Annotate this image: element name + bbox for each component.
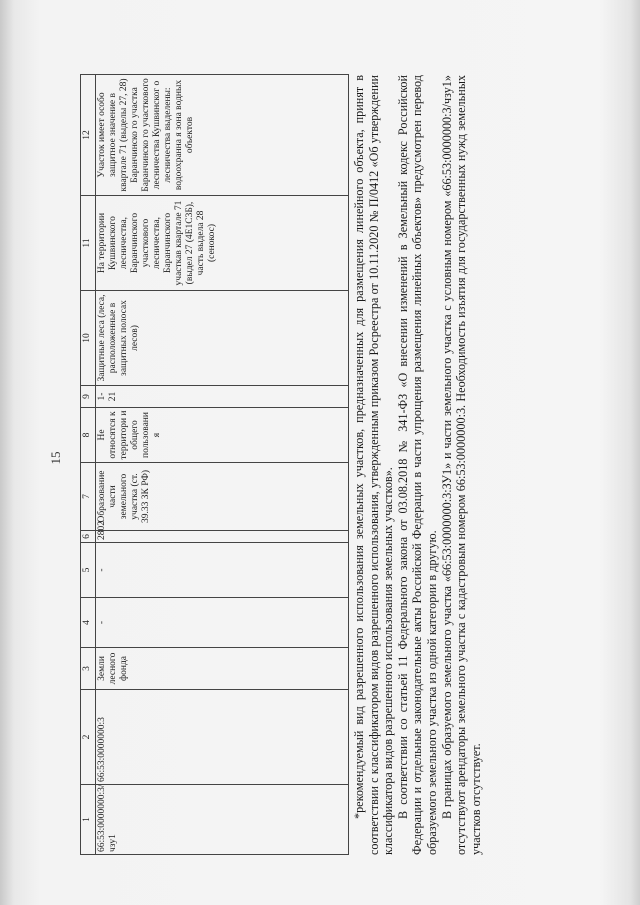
paragraph-law-reference: В соответствии со статьей 11 Федерального закона от 03.08.2018 № 341-ФЗ «О внесении изменений в Земельный кодекс Российской Федерации и отдельные законодательные акты Российской Федерации в части упрощения размещения линейных объектов» предусмотрен перевод образуемого земельного участка из одной категории в другую. [395, 75, 439, 855]
column-header: 7 [81, 463, 96, 531]
cell-cadastral-number: 66:53:0000000:3 [96, 690, 349, 785]
page-number: 15 [48, 451, 63, 465]
cell-col5: - [96, 543, 349, 598]
cell-forest-type: Защитные леса (леса, расположенные в защитных полосах лесов) [96, 291, 349, 386]
column-header: 10 [81, 291, 96, 386]
cell-area: 2802 [96, 531, 349, 543]
cell-public-use: Не относятся к территори и общего пользовани я [96, 408, 349, 463]
paragraph-tenants: В границах образуемого земельного участка «66:53:0000000:3:ЗУ1» и части земельного участка с условным номером «66:53:0000000:3/чзу1» отсутствуют арендаторы земельного участка с кадастровым номером 66:53:0000000:3. Необходимость изъятия для государственных нужд земельных участков отсутствует. [439, 75, 483, 855]
cell-location: На территории Кушвинского лесничества, Баранчинского участкового лесничества, Баранчинского участкав квартале 71 (выдел 27 (4Е1С3Б), часть выдела 28 (сенокос) [96, 196, 349, 291]
land-plot-table [80, 74, 349, 855]
column-header: 1 [81, 785, 96, 855]
column-header: 4 [81, 598, 96, 648]
cell-formation-method: Образование части земельного участка (ст. 39.33 ЗК РФ) [96, 463, 349, 531]
body-text [352, 75, 483, 855]
column-header: 11 [81, 196, 96, 291]
paragraph-footnote: *рекомендуемый вид разрешенного использования земельных участков, предназначенных для размещения линейного объекта, принят в соответствии с классификатором видов разрешенного использования, утвержденным приказом Росреестра от 10.11.2020 № П/0412 «Об утверждении классификатора видов разрешенного использования земельных участков». [352, 75, 396, 855]
column-header: 9 [81, 386, 96, 408]
cell-col9: 1-21 [96, 386, 349, 408]
table-row [96, 75, 349, 855]
column-header: 5 [81, 543, 96, 598]
column-header: 3 [81, 648, 96, 690]
column-header: 2 [81, 690, 96, 785]
cell-plot-part-number: 66:53:0000000:3/чзу1 [96, 785, 349, 855]
cell-restrictions: Участок имеет особо защитное значение в квартале 71 (выделы 27, 28) Баранчинско го участка Баранчинско го участкового лесничества Кушвинског о лесничества выделены: водоохранна я зона водных объектов [96, 75, 349, 196]
cell-land-category: Земли лесного фонда [96, 648, 349, 690]
cell-col4: - [96, 598, 349, 648]
column-header: 8 [81, 408, 96, 463]
column-header: 12 [81, 75, 96, 196]
rotated-content [80, 75, 560, 855]
column-header: 6 [81, 531, 96, 543]
table-header-row [81, 75, 96, 855]
